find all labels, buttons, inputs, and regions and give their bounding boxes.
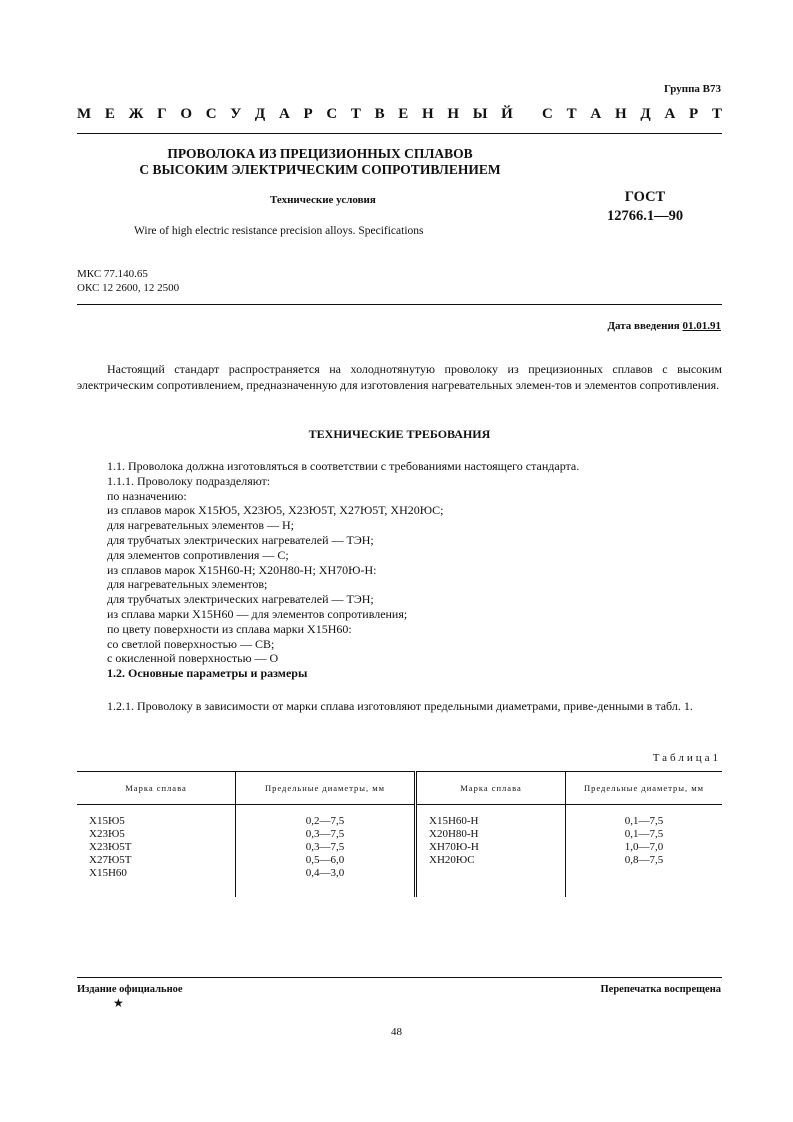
standard-banner	[77, 106, 722, 123]
banner-letter: Н	[421, 106, 434, 122]
header-diameter-left: Предельные диаметры, мм	[236, 772, 416, 805]
grade: Х23Ю5	[89, 828, 125, 840]
banner-letter: А	[590, 106, 602, 122]
banner-word-interstate	[77, 106, 513, 123]
grade: Х15Н60-Н	[429, 815, 479, 827]
grade: ХН20ЮС	[429, 854, 475, 866]
middle-rule	[77, 304, 722, 305]
paragraph-1-2-1	[77, 698, 722, 714]
banner-letter: Е	[398, 106, 409, 122]
mks-code: МКС 77.140.65	[77, 268, 148, 280]
diameter: 1,0—7,0	[624, 841, 664, 853]
diameter: 0,3—7,5	[305, 828, 345, 840]
date-label: Дата введения	[607, 320, 683, 332]
gost-label: ГОСТ	[624, 189, 666, 205]
requirement-line: для нагревательных элементов;	[107, 577, 268, 592]
banner-letter: У	[230, 106, 242, 122]
document-title	[100, 146, 540, 178]
gost-number: 12766.1—90	[606, 208, 684, 224]
banner-letter: Р	[689, 106, 699, 122]
banner-letter: М	[77, 106, 92, 122]
reprint-notice: Перепечатка воспрещена	[600, 984, 721, 995]
oks-code: ОКС 12 2600, 12 2500	[77, 282, 180, 294]
introduction-date	[607, 320, 721, 332]
banner-letter: Д	[640, 106, 651, 122]
document-subtitle: Технические условия	[270, 194, 376, 206]
requirement-line: 1.1. Проволока должна изготовляться в соответствии с требованиями настоящего стандарта.	[107, 459, 580, 473]
title-line-2: С ВЫСОКИМ ЭЛЕКТРИЧЕСКИМ СОПРОТИВЛЕНИЕМ	[139, 162, 501, 177]
banner-letter: Н	[614, 106, 627, 122]
classification-codes	[77, 267, 179, 295]
banner-letter: Н	[447, 106, 459, 122]
header-diameter-right: Предельные диаметры, мм	[566, 772, 723, 805]
date-value: 01.01.91	[682, 320, 721, 332]
diameter: 0,3—7,5	[305, 841, 345, 853]
diameter: 0,2—7,5	[305, 815, 345, 827]
group-code: Группа В73	[663, 83, 721, 95]
diameters-right-cell	[566, 805, 723, 898]
paragraph-1-2-1-text: 1.2.1. Проволоку в зависимости от марки сплава изготовляют предельными диаметрами, приве-денными в табл. 1.	[107, 699, 693, 713]
grades-right-cell	[416, 805, 566, 898]
banner-letter: А	[278, 106, 290, 122]
top-rule	[77, 133, 722, 134]
gost-designation	[595, 188, 695, 226]
title-line-1: ПРОВОЛОКА ИЗ ПРЕЦИЗИОННЫХ СПЛАВОВ	[167, 146, 473, 161]
header-grade-left: Марка сплава	[77, 772, 236, 805]
banner-letter: Т	[711, 106, 722, 122]
banner-letter: Й	[501, 106, 513, 122]
requirement-line: по цвету поверхности из сплава марки Х15Н60:	[107, 621, 352, 636]
grade: Х15Н60	[89, 867, 127, 879]
header-grade-right: Марка сплава	[416, 772, 566, 805]
diameter: 0,5—6,0	[305, 854, 345, 866]
banner-letter: А	[664, 106, 676, 122]
grade: Х23Ю5Т	[89, 841, 132, 853]
table-row	[77, 805, 722, 898]
table-caption: Таблица1	[652, 752, 721, 764]
table-header-row	[77, 772, 722, 805]
official-edition: Издание официальное	[77, 984, 183, 995]
grades-left-cell	[77, 805, 236, 898]
subsection-heading: 1.2. Основные параметры и размеры	[107, 666, 308, 681]
requirement-line: из сплавов марок Х15Н60-Н; Х20Н80-Н; ХН70Ю-Н:	[107, 562, 377, 577]
diameter: 0,1—7,5	[624, 828, 664, 840]
banner-letter: Г	[157, 106, 167, 122]
banner-letter: С	[205, 106, 217, 122]
requirement-line: с окисленной поверхностью — О	[107, 651, 279, 666]
bottom-rule	[77, 977, 722, 978]
requirement-line: со светлой поверхностью — СВ;	[107, 636, 275, 651]
intro-paragraph	[77, 361, 722, 393]
grade: Х27Ю5Т	[89, 854, 132, 866]
page-number: 48	[391, 1026, 402, 1038]
banner-letter: Ы	[472, 106, 488, 122]
english-title: Wire of high electric resistance precision alloys. Specifications	[134, 225, 424, 237]
banner-letter: О	[180, 106, 192, 122]
banner-word-standard	[542, 106, 722, 123]
requirement-line: из сплавов марок Х15Ю5, Х23Ю5, Х23Ю5Т, Х27Ю5Т, ХН20ЮС;	[107, 503, 444, 518]
star-icon: ★	[113, 996, 124, 1010]
banner-letter: Ж	[128, 106, 144, 122]
requirement-line: по назначению:	[107, 488, 187, 503]
requirements-list	[107, 459, 579, 681]
requirement-line: для трубчатых электрических нагревателей — ТЭН;	[107, 592, 374, 607]
grade: Х20Н80-Н	[429, 828, 479, 840]
table-1	[77, 771, 722, 897]
banner-letter: В	[374, 106, 385, 122]
diameter: 0,1—7,5	[624, 815, 664, 827]
requirement-line: для элементов сопротивления — С;	[107, 547, 289, 562]
banner-letter: С	[542, 106, 553, 122]
diameter: 0,4—3,0	[305, 867, 345, 879]
section-heading: ТЕХНИЧЕСКИЕ ТРЕБОВАНИЯ	[308, 427, 491, 441]
requirement-line: для трубчатых электрических нагревателей — ТЭН;	[107, 532, 374, 547]
banner-letter: Р	[303, 106, 313, 122]
banner-letter: Е	[104, 106, 115, 122]
requirement-line: 1.1.1. Проволоку подразделяют:	[107, 473, 271, 488]
grade: Х15Ю5	[89, 815, 125, 827]
intro-text: Настоящий стандарт распространяется на холоднотянутую проволоку из прецизионных сплавов с высоким электрическим сопротивлением, предназначенную для изготовления нагревательных элемен-тов и элементов сопротивления.	[77, 362, 722, 392]
banner-letter: Т	[350, 106, 361, 122]
requirement-line: из сплава марки Х15Н60 — для элементов сопротивления;	[107, 606, 408, 621]
diameters-left-cell	[236, 805, 416, 898]
diameter: 0,8—7,5	[624, 854, 664, 866]
banner-letter: Т	[566, 106, 577, 122]
banner-letter: С	[326, 106, 338, 122]
grade: ХН70Ю-Н	[429, 841, 479, 853]
requirement-line: для нагревательных элементов — Н;	[107, 518, 294, 533]
banner-letter: Д	[254, 106, 266, 122]
